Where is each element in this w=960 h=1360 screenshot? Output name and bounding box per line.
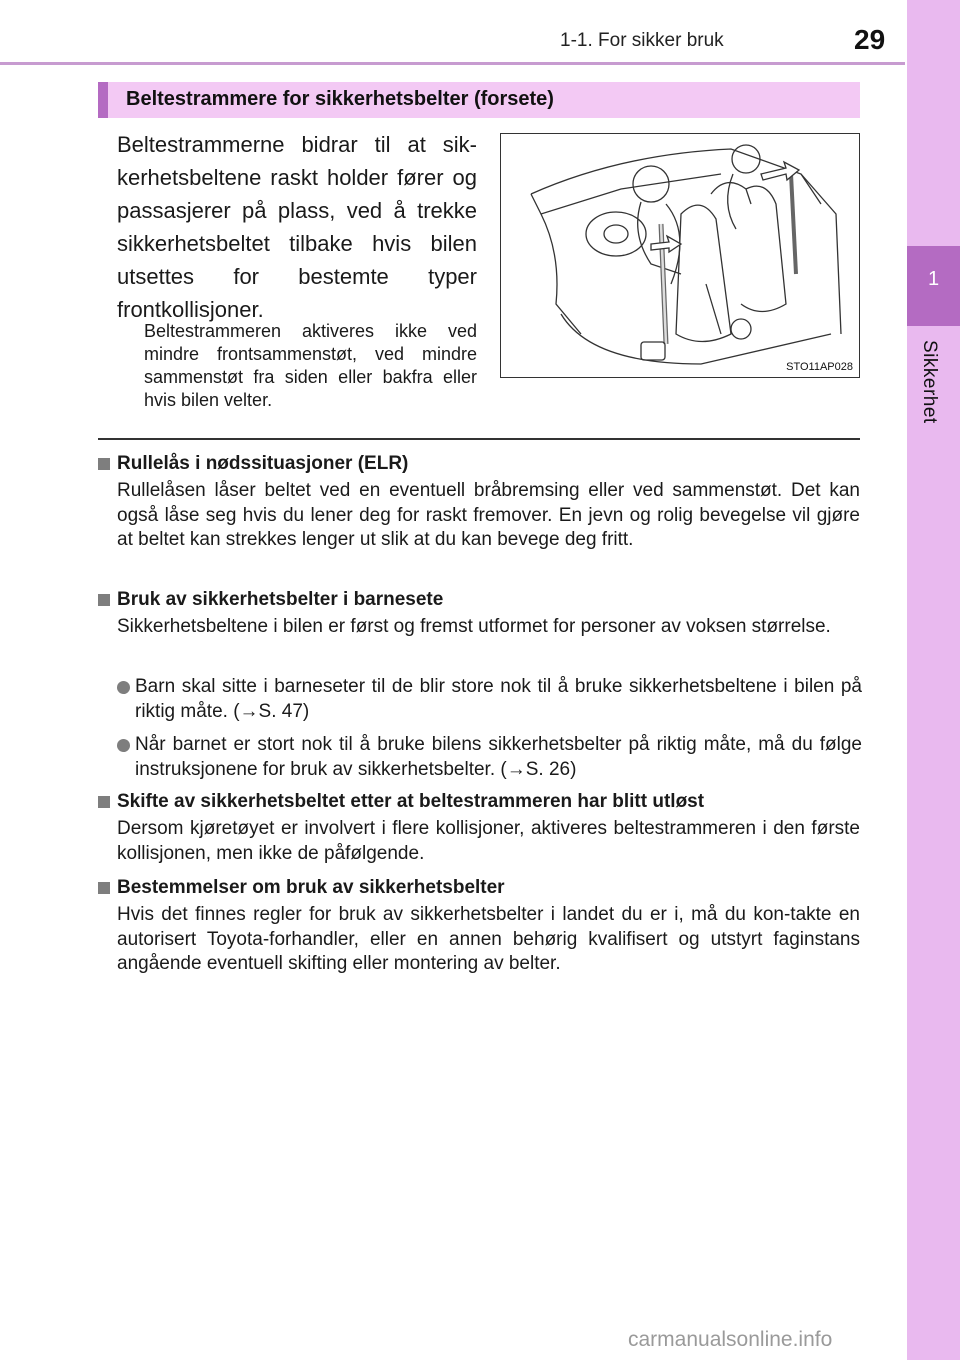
item-heading <box>98 452 860 476</box>
seatbelt-pretensioner-illustration <box>500 133 860 378</box>
watermark: carmanualsonline.info <box>628 1328 833 1351</box>
item-heading-text: Skifte av sikkerhetsbeltet etter at beltestrammeren har blitt utløst <box>117 791 705 812</box>
list-item-text: Når barnet er stort nok til å bruke bilens sikkerhetsbelter på riktig måte, må du følge instruksjonene for bruk av sikkerhetsbelter. (→S. 26) <box>135 734 862 780</box>
info-item <box>98 790 860 866</box>
list-item <box>117 675 862 724</box>
item-heading <box>98 876 860 900</box>
item-heading <box>98 588 860 612</box>
chapter-label: Sikkerhet <box>919 340 940 424</box>
section-title: Beltestrammere for sikkerhetsbelter (forsete) <box>126 88 554 110</box>
list-item-text: Barn skal sitte i barneseter til de blir store nok til å bruke sikkerhetsbeltene i bilen på riktig måte. (→S. 47) <box>135 676 862 722</box>
chapter-number: 1 <box>927 268 940 290</box>
square-bullet-icon <box>98 796 110 808</box>
page-number: 29 <box>854 24 886 55</box>
section-divider <box>98 438 860 440</box>
intro-note: Beltestrammeren aktiveres ikke ved mindre frontsammenstøt, ved mindre sammenstøt fra siden eller bakfra eller hvis bilen velter. <box>144 321 477 410</box>
section-title-banner <box>98 82 860 118</box>
round-bullet-icon <box>117 681 130 694</box>
item-body: Dersom kjøretøyet er involvert i flere kollisjoner, aktiveres beltestrammeren i den første kollisjonen, men ikke de påfølgende. <box>117 818 860 864</box>
chapter-side-tab <box>907 0 960 1360</box>
header-rule <box>0 62 905 65</box>
list-item <box>117 733 862 782</box>
info-item <box>98 876 860 977</box>
info-item <box>98 588 860 640</box>
info-item <box>98 452 860 553</box>
square-bullet-icon <box>98 594 110 606</box>
item-body: Rullelåsen låser beltet ved en eventuell bråbremsing eller ved sammenstøt. Det kan også låse seg hvis du lener deg for raskt fremover. En jevn og rolig bevegelse vil gjøre at beltet kan strekkes lenger ut slik at du kan bevege deg fritt. <box>117 480 860 550</box>
intro-paragraph: Beltestrammerne bidrar til at sik-kerhetsbeltene raskt holder fører og passasjerer på plass, ved å trekke sikkerhetsbeltet tilbake hvis bilen utsettes for bestemte typer frontkollisjoner. <box>117 132 477 322</box>
item-heading <box>98 790 860 814</box>
square-bullet-icon <box>98 458 110 470</box>
item-body: Sikkerhetsbeltene i bilen er først og fremst utformet for personer av voksen størrelse. <box>117 616 831 637</box>
item-body: Hvis det finnes regler for bruk av sikkerhetsbelter i landet du er i, må du kon-takte en autorisert Toyota-forhandler, eller en annen behørig kvalifisert og utstyrt faginstans angående eventuell skifting eller montering av belter. <box>117 904 860 974</box>
round-bullet-icon <box>117 739 130 752</box>
item-heading-text: Bestemmelser om bruk av sikkerhetsbelter <box>117 877 505 898</box>
item-heading-text: Bruk av sikkerhetsbelter i barnesete <box>117 589 444 610</box>
square-bullet-icon <box>98 882 110 894</box>
car-interior-drawing <box>501 134 858 376</box>
item-heading-text: Rullelås i nødssituasjoner (ELR) <box>117 453 409 474</box>
section-header: 1-1. For sikker bruk <box>560 30 724 51</box>
figure-code: STO11AP028 <box>786 361 853 373</box>
